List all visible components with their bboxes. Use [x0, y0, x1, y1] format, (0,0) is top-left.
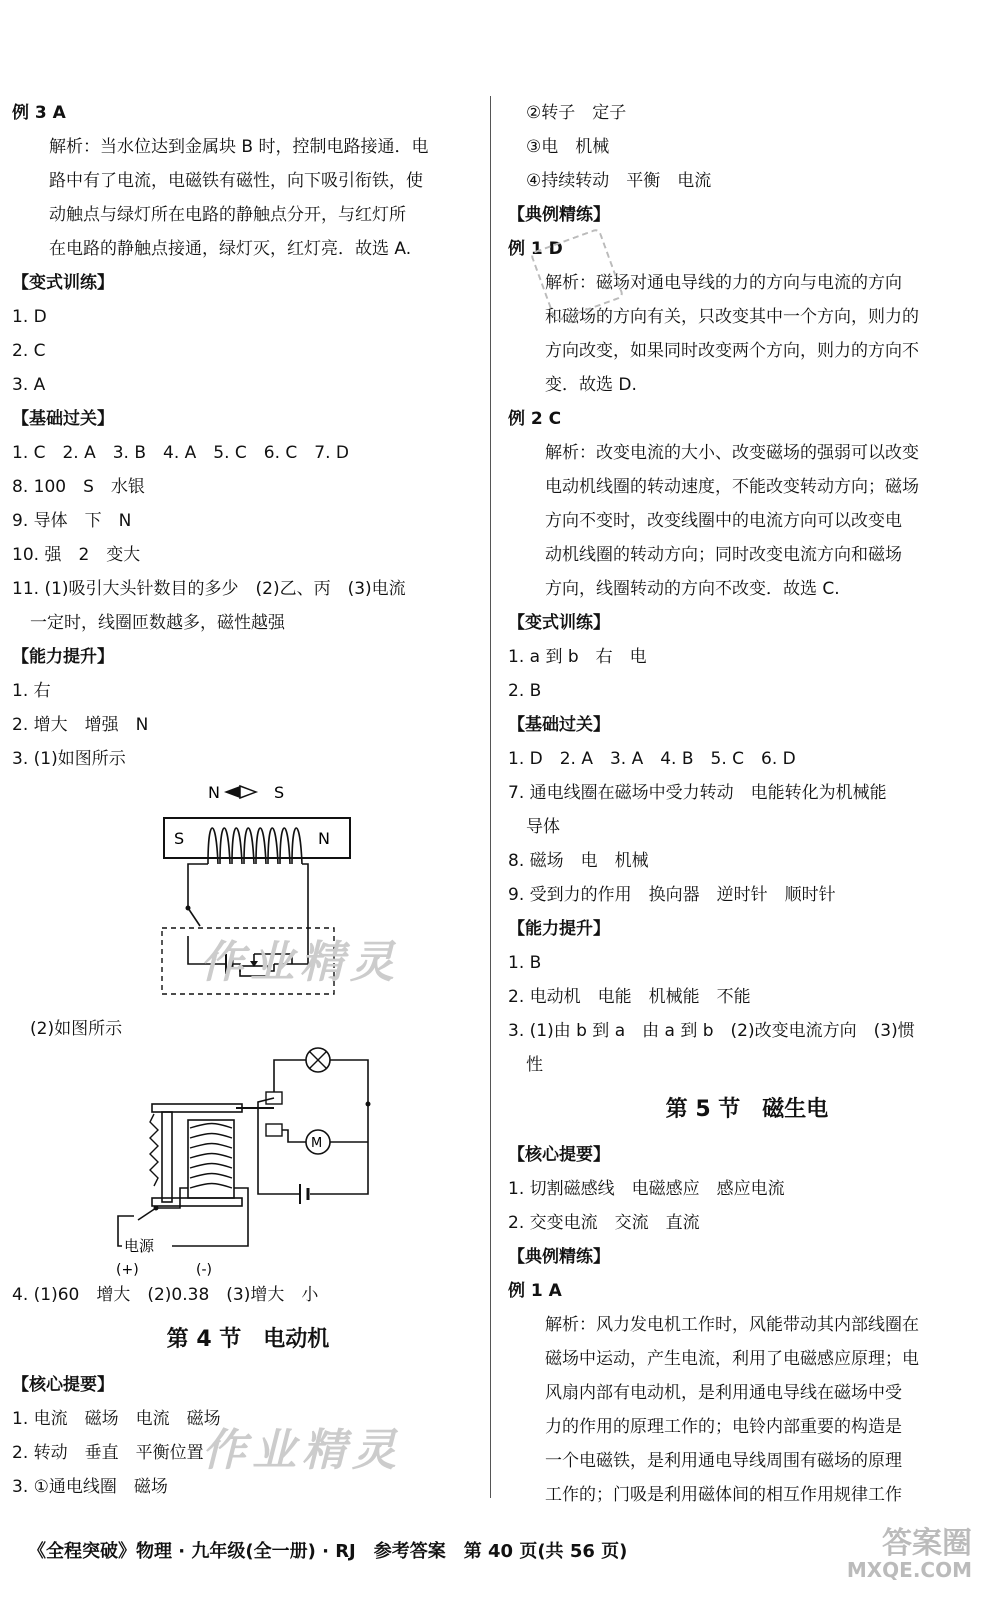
spring-post — [162, 1112, 172, 1202]
switch-2-icon — [138, 1208, 156, 1220]
left-line-15: 一定时，线圈匝数越多，磁性越强 — [30, 613, 285, 633]
brand-logo — [822, 1518, 972, 1582]
right-line-10: 解析：改变电流的大小、改变磁场的强弱可以改变 — [545, 443, 919, 463]
right-line-29: 第 5 节 磁生电 — [665, 1097, 829, 1122]
left-after-line-0: 4. (1)60 增大 (2)0.38 (3)增大 小 — [12, 1285, 319, 1305]
right-line-3: 【典例精练】 — [508, 205, 610, 225]
brand-mark: 答案圈 — [882, 1526, 972, 1561]
right-line-5: 解析：磁场对通电导线的力的方向与电流的方向 — [545, 273, 902, 293]
left-line-1: 解析：当水位达到金属块 B 时，控制电路接通．电 — [49, 137, 429, 157]
right-line-25: 1. B — [508, 953, 542, 973]
left-after-line-2: 【核心提要】 — [12, 1375, 114, 1395]
power-plus-label: (+) — [116, 1262, 139, 1278]
power-source-label: 电源 — [124, 1237, 155, 1255]
left-line-13: 10. 强 2 变大 — [12, 545, 141, 565]
right-line-13: 动机线圈的转动方向；同时改变电流方向和磁场 — [545, 545, 902, 565]
watermark-1: 作业精灵 — [200, 937, 400, 988]
right-line-12: 方向不变时，改变线圈中的电流方向可以改变电 — [545, 511, 902, 531]
right-line-37: 风扇内部有电动机，是利用通电导线在磁场中受 — [545, 1383, 902, 1403]
fig1-s-label: S — [274, 783, 285, 802]
fig1-core-s: S — [174, 829, 185, 848]
relay-circuit-diagram — [12, 1046, 484, 1278]
left-after-line-1: 第 4 节 电动机 — [166, 1327, 330, 1352]
left-line-2: 路中有了电流，电磁铁有磁性，向下吸引衔铁，使 — [49, 171, 423, 191]
right-line-14: 方向，线圈转动的方向不改变．故选 C. — [545, 579, 840, 599]
spring-icon — [150, 1114, 158, 1186]
column-divider — [490, 96, 491, 1498]
right-line-23: 9. 受到力的作用 换向器 逆时针 顺时针 — [508, 885, 836, 905]
right-line-24: 【能力提升】 — [508, 919, 610, 939]
right-line-21: 导体 — [526, 817, 560, 837]
right-line-36: 磁场中运动，产生电流，利用了电磁感应原理；电 — [545, 1349, 919, 1369]
fig2-caption: (2)如图所示 — [30, 1019, 123, 1039]
right-line-16: 1. a 到 b 右 电 — [508, 647, 647, 667]
left-line-11: 8. 100 S 水银 — [12, 477, 145, 497]
watermark-2: 作业精灵 — [202, 1425, 402, 1476]
right-line-11: 电动机线圈的转动速度，不能改变转动方向；磁场 — [545, 477, 919, 497]
left-lines — [12, 96, 484, 776]
right-line-8: 变．故选 D. — [545, 375, 637, 395]
left-line-8: 3. A — [12, 375, 46, 395]
right-line-2: ④持续转动 平衡 电流 — [526, 171, 712, 191]
fig1-core-n: N — [318, 829, 330, 848]
right-line-28: 性 — [526, 1055, 543, 1075]
left-line-0: 例 3 A — [12, 103, 66, 123]
right-line-39: 一个电磁铁，是利用通电导线周围有磁场的原理 — [545, 1451, 902, 1471]
right-line-0: ②转子 定子 — [526, 103, 627, 123]
right-line-30: 【核心提要】 — [508, 1145, 610, 1165]
right-line-20: 7. 通电线圈在磁场中受力转动 电能转化为机械能 — [508, 783, 887, 803]
right-line-22: 8. 磁场 电 机械 — [508, 851, 649, 871]
right-line-18: 【基础过关】 — [508, 715, 610, 735]
right-line-34: 例 1 A — [508, 1281, 562, 1301]
left-line-17: 1. 右 — [12, 681, 51, 701]
left-line-9: 【基础过关】 — [12, 409, 114, 429]
right-line-9: 例 2 C — [508, 409, 562, 429]
left-line-19: 3. (1)如图所示 — [12, 749, 126, 769]
right-line-4: 例 1 D — [508, 239, 563, 259]
figure-electromagnet-circuit — [12, 776, 484, 1012]
right-line-40: 工作的；门吸是利用磁体间的相互作用规律工作 — [545, 1485, 902, 1505]
left-line-5: 【变式训练】 — [12, 273, 114, 293]
figure-relay-circuit — [12, 1046, 484, 1278]
left-line-10: 1. C 2. A 3. B 4. A 5. C 6. C 7. D — [12, 443, 349, 463]
right-line-1: ③电 机械 — [526, 137, 610, 157]
right-line-33: 【典例精练】 — [508, 1247, 610, 1267]
brand-site: MXQE.COM — [846, 1558, 972, 1582]
motor-label: M — [311, 1136, 323, 1151]
left-column — [12, 96, 484, 1504]
left-line-14: 11. (1)吸引大头针数目的多少 (2)乙、丙 (3)电流 — [12, 579, 406, 599]
power-minus-label: (-) — [196, 1262, 212, 1278]
right-line-17: 2. B — [508, 681, 542, 701]
right-line-15: 【变式训练】 — [508, 613, 610, 633]
right-line-6: 和磁场的方向有关，只改变其中一个方向，则力的 — [545, 307, 919, 327]
left-line-7: 2. C — [12, 341, 46, 361]
left-line-16: 【能力提升】 — [12, 647, 114, 667]
fig1-n-label: N — [208, 783, 220, 802]
right-line-19: 1. D 2. A 3. A 4. B 5. C 6. D — [508, 749, 796, 769]
right-line-31: 1. 切割磁感线 电磁感应 感应电流 — [508, 1179, 785, 1199]
right-line-38: 力的作用的原理工作的；电铃内部重要的构造是 — [545, 1417, 902, 1437]
left-line-6: 1. D — [12, 307, 47, 327]
left-line-4: 在电路的静触点接通，绿灯灭，红灯亮．故选 A. — [49, 239, 412, 259]
switch-lever — [188, 908, 200, 926]
left-after-line-4: 2. 转动 垂直 平衡位置 — [12, 1443, 204, 1463]
left-after-line-3: 1. 电流 磁场 电流 磁场 — [12, 1409, 221, 1429]
left-after-line-5: 3. ①通电线圈 磁场 — [12, 1477, 168, 1497]
right-line-35: 解析：风力发电机工作时，风能带动其内部线圈在 — [545, 1315, 919, 1335]
left-line-3: 动触点与绿灯所在电路的静触点分开，与红灯所 — [49, 205, 406, 225]
right-line-26: 2. 电动机 电能 机械能 不能 — [508, 987, 751, 1007]
left-line-18: 2. 增大 增强 N — [12, 715, 149, 735]
right-line-32: 2. 交变电流 交流 直流 — [508, 1213, 700, 1233]
right-line-7: 方向改变，如果同时改变两个方向，则力的方向不 — [545, 341, 919, 361]
left-line-12: 9. 导体 下 N — [12, 511, 132, 531]
right-line-27: 3. (1)由 b 到 a 由 a 到 b (2)改变电流方向 (3)惯 — [508, 1021, 915, 1041]
page-footer: 《全程突破》物理 · 九年级(全一册) · RJ 参考答案 第 40 页(共 56 页) — [28, 1541, 628, 1562]
